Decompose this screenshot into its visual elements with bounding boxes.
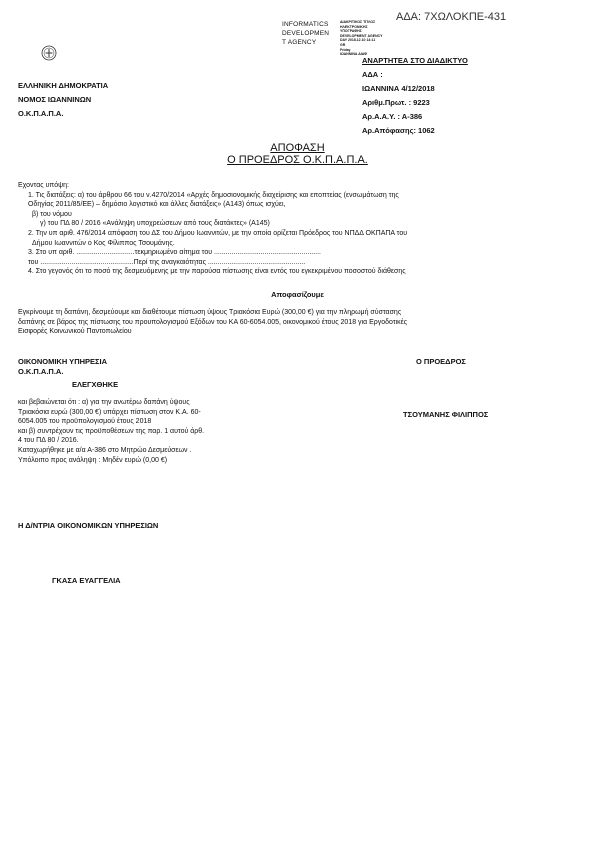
approval-line: Εισφορές Κοινωνικού Παντοπωλείου <box>18 328 132 336</box>
finance-line: και βεβαιώνεται ότι : α) για την ανωτέρω δαπάνη ύψους <box>18 399 190 406</box>
issuer-line: Ο.Κ.Π.Α.Π.Α. <box>18 109 64 118</box>
finance-service-org: Ο.Κ.Π.Α.Π.Α. <box>18 367 64 376</box>
having-regard: Εχοντας υπόψη: <box>18 182 69 189</box>
title-decision: ΑΠΟΦΑΣΗ <box>270 142 325 154</box>
consideration-line: Δήμου Ιωαννιτών ο Κος Φίλιππος Τσουμάνης. <box>32 239 175 247</box>
finance-line: και β) συντρέχουν τις προϋποθέσεων της παρ. 1 αυτού άρθ. <box>18 427 205 435</box>
reference-block <box>362 54 468 138</box>
president-name: ΤΣΟΥΜΑΝΗΣ ΦΙΛΙΠΠΟΣ <box>403 410 489 419</box>
finance-line: Υπόλοιπο προς ανάληψη : Μηδέν ευρώ (0,00 €) <box>18 456 168 464</box>
ida-small-line: ΙΩΑΝΝΙΝΑ ΔΙΑΦ <box>340 52 368 57</box>
ida-stamp-text <box>282 20 338 47</box>
decide-heading: Αποφασίζουμε <box>271 290 324 299</box>
consideration-line: 4. Στο γεγονός ότι το ποσό της δεσμευόμενης με την παρούσα πίστωσης είναι εντός του εγκεκριμένου ποσοστού διάθεσης <box>28 268 406 276</box>
consideration-line: 3. Στο υπ αριθ. ..............................τεκμηριωμένο αίτημα του ....................................................... <box>28 249 321 257</box>
consideration-line: γ) του ΠΔ 80 / 2016 «Ανάληψη υποχρεώσεων από τους διατάκτες» (Α145) <box>40 220 270 228</box>
consideration-line: του ................................................Περί της αναγκαιότητας .................................................. <box>28 258 306 266</box>
ida-small-line: DAY 2018.12.10 14:11 <box>340 38 376 43</box>
director-name: ΓΚΑΣΑ ΕΥΑΓΓΕΛΙΑ <box>52 576 121 585</box>
ida-line: T AGENCY <box>282 39 317 46</box>
approval-line: Εγκρίνουμε τη δαπάνη, δεσμεύουμε και διαθέτουμε πίστωση ύψους Τριακόσια Ευρώ (300,00 €) για την πληρωμή σύστασης <box>18 309 402 316</box>
consideration-line: Οδηγίας 2011/85/ΕΕ) – δημόσιο λογιστικό και άλλες διατάξεις» (Α143) όπως ισχύει, <box>28 201 286 209</box>
ada-label: ΑΔΑ : <box>362 70 383 79</box>
date-line: ΙΩΑΝΝΙΝΑ 4/12/2018 <box>362 84 435 93</box>
finance-line: 6054.005 του προϋπολογισμού έτους 2018 <box>18 418 152 426</box>
ida-small-line: DEVELOPMENT AGENCY <box>340 33 383 38</box>
finance-line: 4 του ΠΔ 80 / 2016. <box>18 437 79 445</box>
document-title <box>0 142 595 166</box>
consideration-line: 1. Τις διατάξεις: α) του άρθρου 66 του ν.4270/2014 «Αρχές δημοσιονομικής διαχείρισης και εποπτείας (ενσωμάτωση της <box>28 191 399 199</box>
ida-small-line: ΔΙΑΚΡΙΤΙΚΟΣ ΤΙΤΛΟΣ <box>340 20 376 24</box>
title-president: Ο ΠΡΟΕΔΡΟΣ Ο.Κ.Π.Α.Π.Α. <box>227 154 368 166</box>
finance-line: Τριακόσια ευρώ (300,00 €) υπάρχει πίστωση στον Κ.Α. 60- <box>18 408 201 416</box>
ida-line: DEVELOPMEN <box>282 30 330 37</box>
decision-number: Αρ.Απόφασης: 1062 <box>362 126 435 135</box>
issuer-line: ΝΟΜΟΣ ΙΩΑΝΝΙΝΩΝ <box>18 95 92 104</box>
consideration-line: β) του νόμου <box>32 210 72 218</box>
president-title: Ο ΠΡΟΕΔΡΟΣ <box>416 357 466 366</box>
ida-small-line: ΗΛΕΚΤΡΟΝΙΚΗΣ ΥΠΟΓΡΑΦΗΣ <box>340 24 368 34</box>
issuer-line: ΕΛΛΗΝΙΚΗ ΔΗΜΟΚΡΑΤΙΑ <box>18 81 109 90</box>
consideration-line: 2. Την υπ αριθ. 476/2014 απόφαση του ΔΣ του Δήμου Ιωαννιτών, με την οποία ορίζεται Πρόεδρος του ΝΠΔΔ ΟΚΠΑΠΑ του <box>28 229 408 237</box>
protocol-number: Αριθμ.Πρωτ. : 9223 <box>362 98 430 107</box>
approval-line: δαπάνης σε βάρος της πίστωσης του προυπολογισμού Εξόδων του ΚΑ 60-6054.005, οικονομικού έτους 2018 για Εργοδοτικές <box>18 318 408 326</box>
finance-line: Καταχωρήθηκε με α/α Α-386 στο Μητρώο Δεσμεύσεων . <box>18 446 192 454</box>
issuer-block <box>18 79 108 121</box>
approval-paragraph <box>18 308 543 337</box>
aay-number: Αρ.Α.Α.Υ. : Α-386 <box>362 112 423 121</box>
ida-small-line: GR <box>340 42 346 47</box>
ada-code-top: ΑΔΑ: 7ΧΩΛΟΚΠΕ-431 <box>396 11 507 23</box>
greek-emblem-icon <box>41 45 57 61</box>
director-title: Η Δ/ΝΤΡΙΑ ΟΙΚΟΝΟΜΙΚΩΝ ΥΠΗΡΕΣΙΩΝ <box>18 521 159 530</box>
ida-signature-block <box>340 20 385 57</box>
checked-label: ΕΛΕΓΧΘΗΚΕ <box>72 380 119 389</box>
ida-small-line: Friday <box>340 47 351 52</box>
publish-notice: ΑΝΑΡΤΗΤΕΑ ΣΤΟ ΔΙΑΔΙΚΤΥΟ <box>362 56 468 65</box>
ida-line: INFORMATICS <box>282 21 329 28</box>
finance-service-heading <box>18 357 107 377</box>
considerations <box>18 181 543 277</box>
finance-certification <box>18 398 288 465</box>
finance-service-title: ΟΙΚΟΝΟΜΙΚΗ ΥΠΗΡΕΣΙΑ <box>18 357 108 366</box>
